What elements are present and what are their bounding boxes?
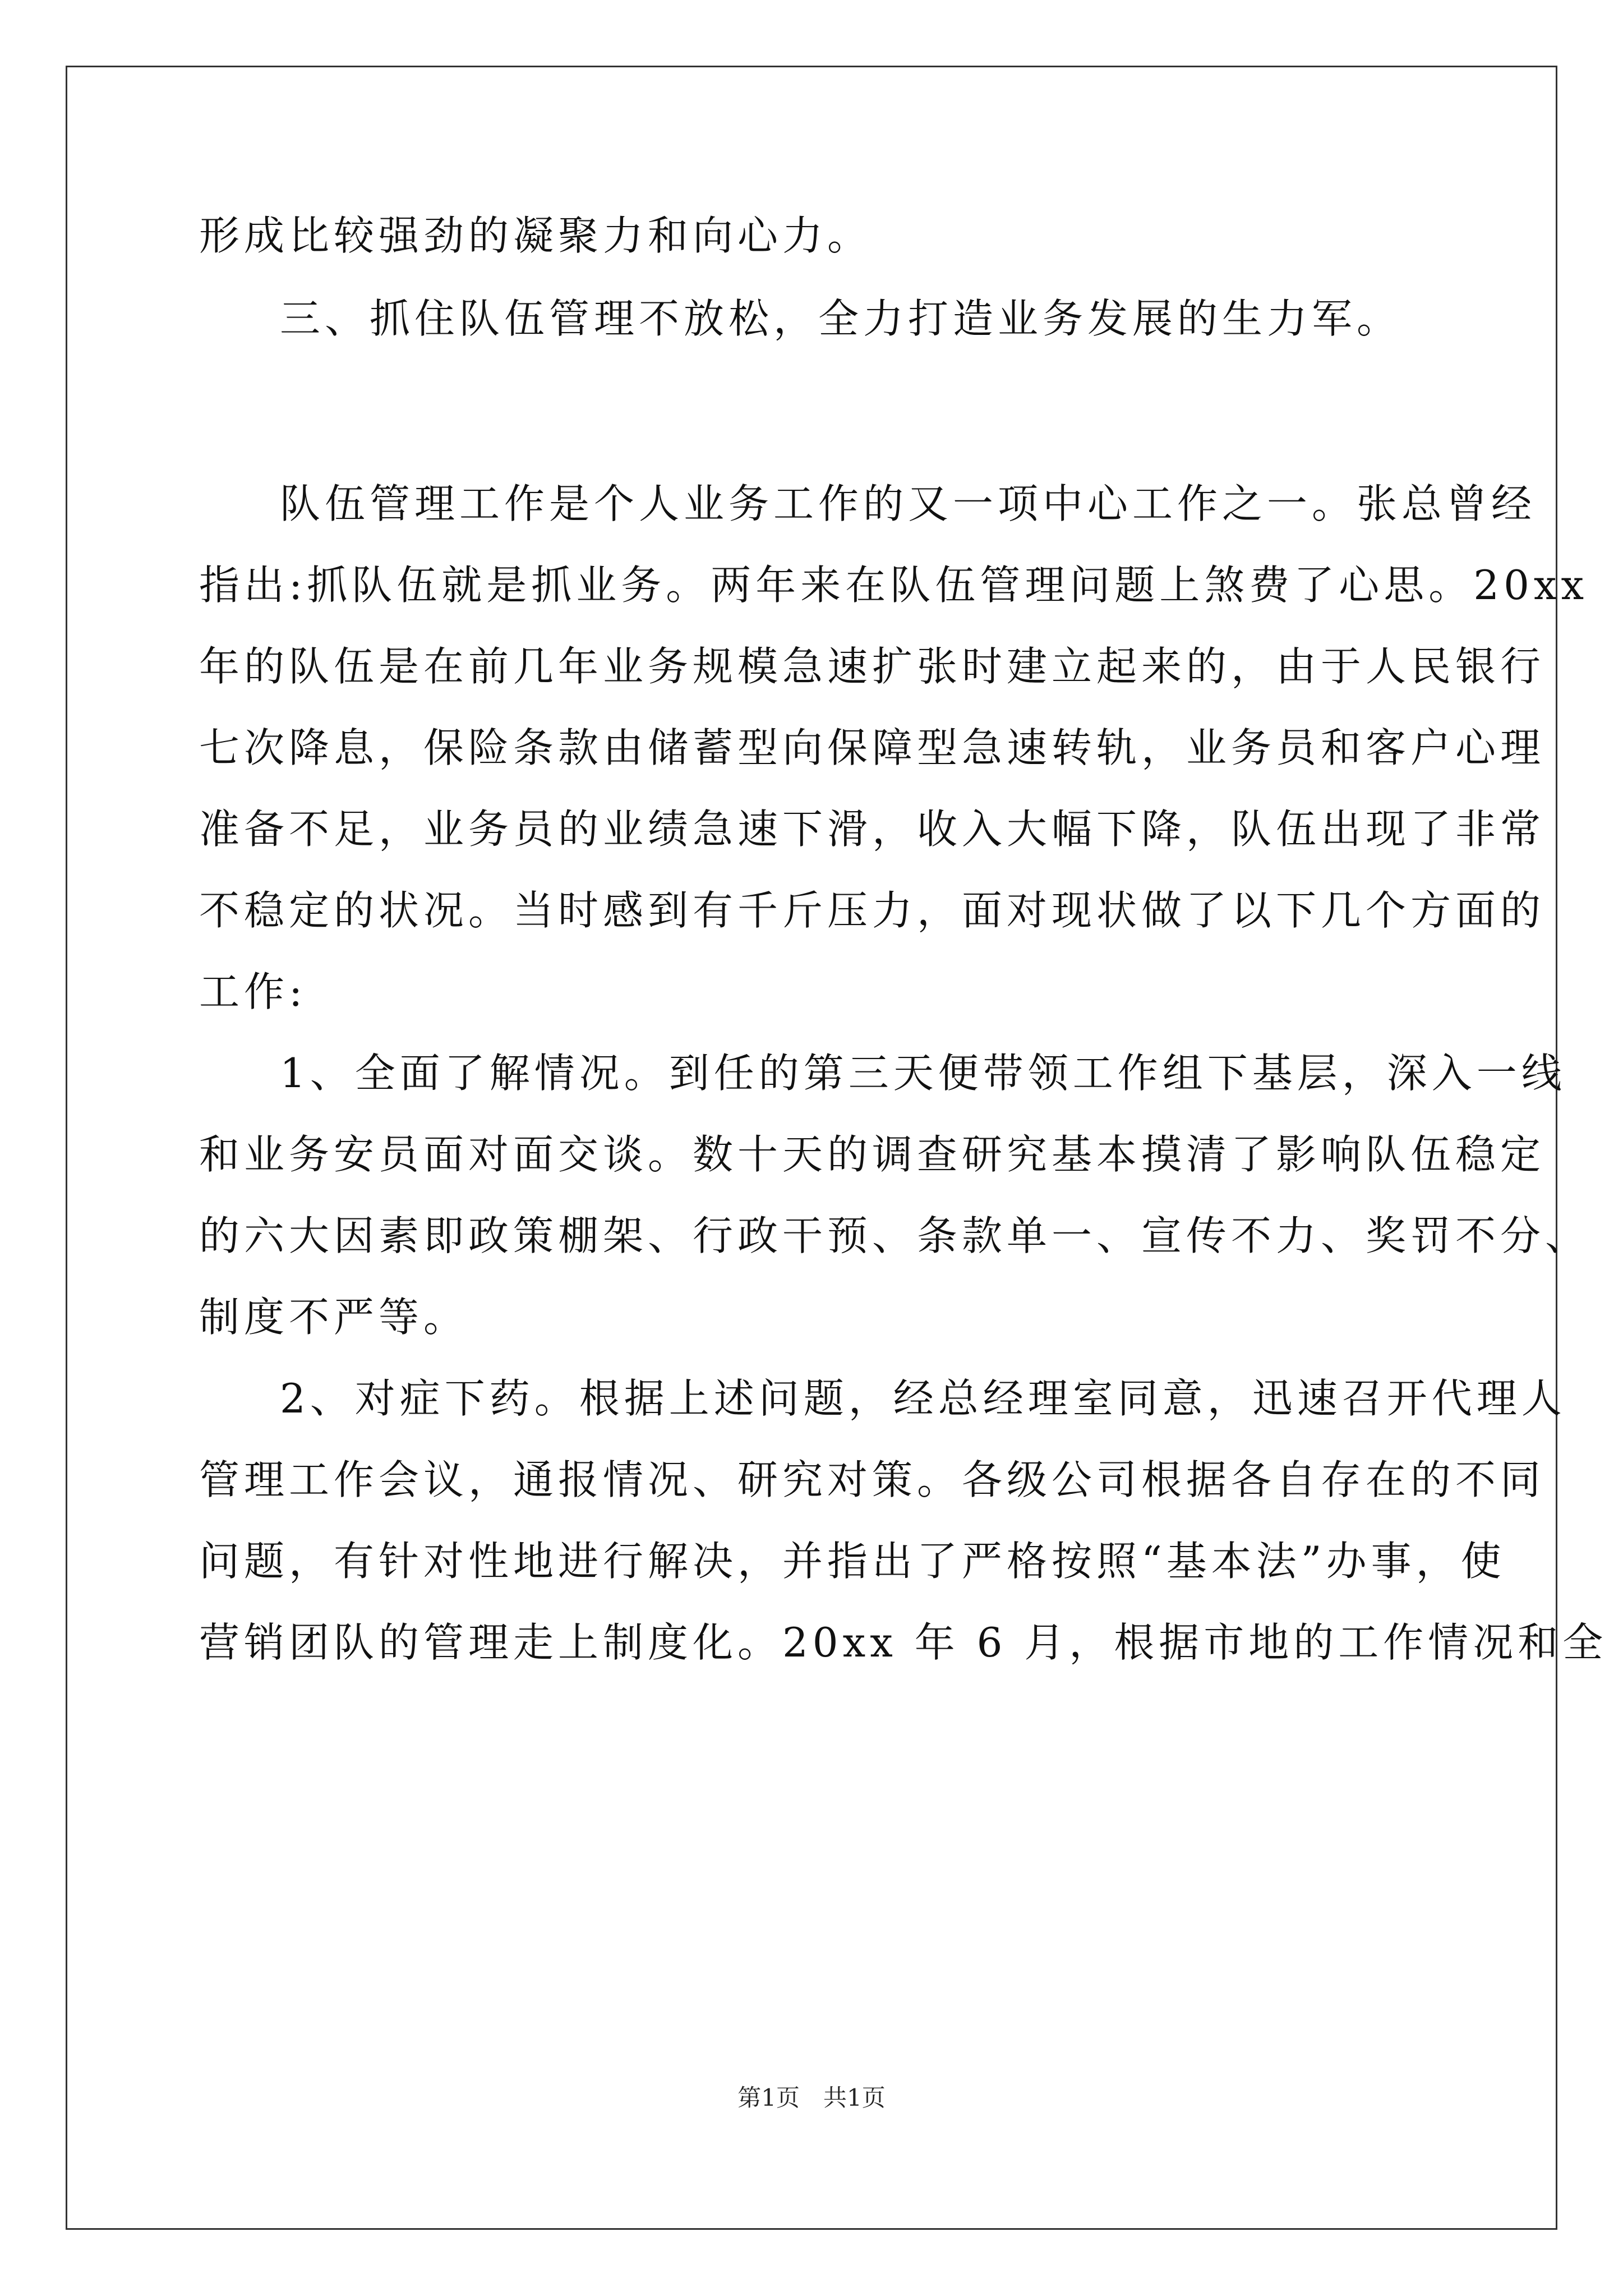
- text-line: 形成比较强劲的凝聚力和向心力。: [199, 212, 873, 259]
- text-line: 和业务安员面对面交谈。数十天的调查研究基本摸清了影响队伍稳定: [199, 1131, 1546, 1178]
- text-line: 准备不足，业务员的业绩急速下滑，收入大幅下降，队伍出现了非常: [199, 806, 1546, 853]
- text-line: 指出:抓队伍就是抓业务。两年来在队伍管理问题上煞费了心思。20xx: [199, 562, 1589, 609]
- text-line: 营销团队的管理走上制度化。20xx 年 6 月，根据市地的工作情况和全: [199, 1619, 1608, 1666]
- text-line: 2、对症下药。根据上述问题，经总经理室同意，迅速召开代理人: [280, 1375, 1566, 1422]
- text-line: 不稳定的状况。当时感到有千斤压力，面对现状做了以下几个方面的: [199, 887, 1546, 934]
- section-heading: 三、抓住队伍管理不放松，全力打造业务发展的生力军。: [280, 295, 1402, 342]
- page-number: 第1页 共1页: [737, 2084, 886, 2111]
- text-line: 制度不严等。: [199, 1294, 469, 1341]
- text-line: 七次降息，保险条款由储蓄型向保障型急速转轨，业务员和客户心理: [199, 724, 1546, 771]
- text-line: 问题，有针对性地进行解决，并指出了严格按照“基本法”办事，使: [199, 1538, 1506, 1585]
- text-line: 年的队伍是在前几年业务规模急速扩张时建立起来的，由于人民银行: [199, 643, 1546, 690]
- text-line: 队伍管理工作是个人业务工作的又一项中心工作之一。张总曾经: [280, 480, 1537, 527]
- text-line: 管理工作会议，通报情况、研究对策。各级公司根据各自存在的不同: [199, 1456, 1546, 1503]
- text-line: 工作:: [199, 968, 307, 1015]
- text-line: 1、全面了解情况。到任的第三天便带领工作组下基层，深入一线: [280, 1050, 1566, 1097]
- text-line: 的六大因素即政策棚架、行政干预、条款单一、宣传不力、奖罚不分、: [199, 1212, 1590, 1259]
